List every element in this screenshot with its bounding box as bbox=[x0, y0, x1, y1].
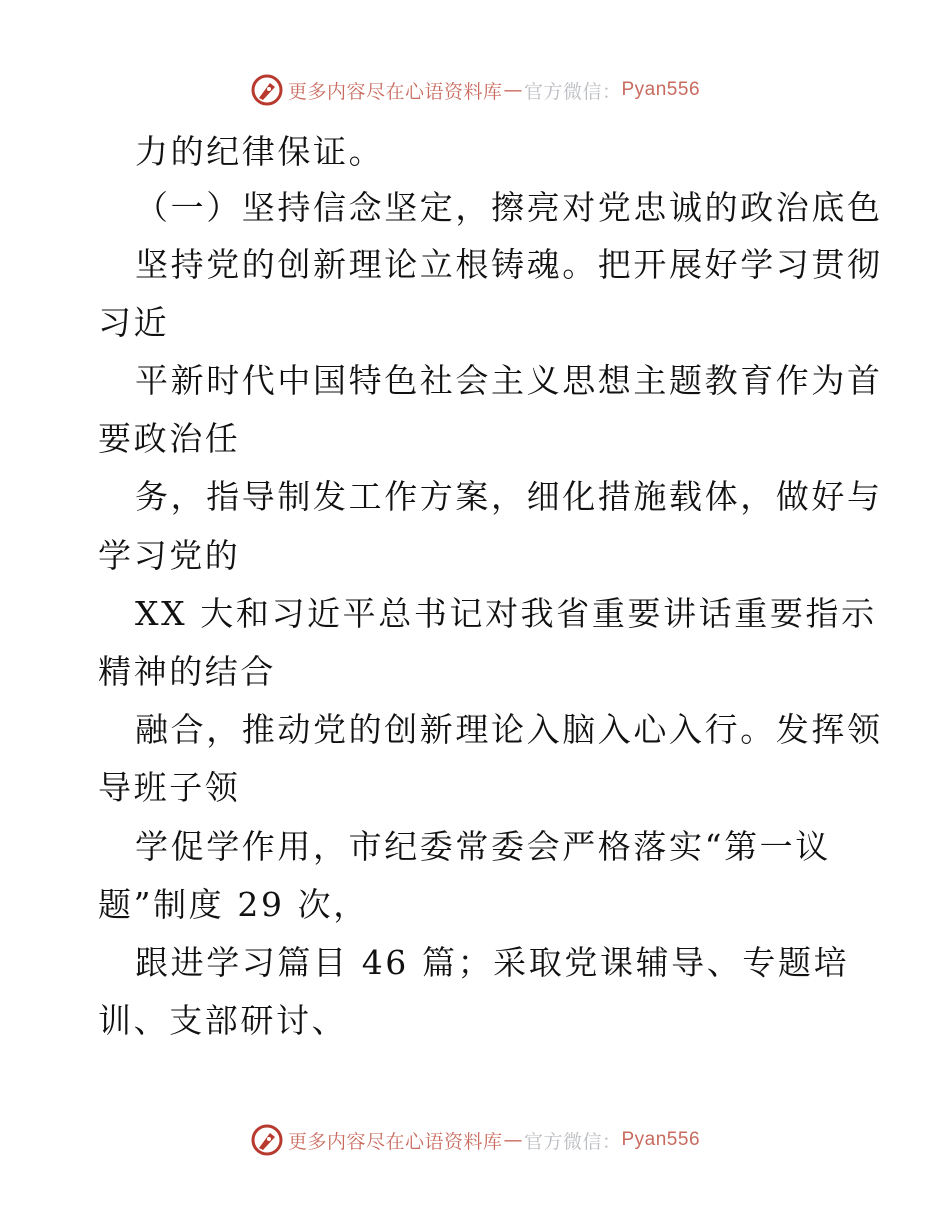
text-line: 要政治任 bbox=[98, 419, 241, 458]
watermark-site-text: 更多内容尽在心语资料库 bbox=[287, 80, 503, 103]
text-line: 坚持党的创新理论立根铸魂。把开展好学习贯彻 bbox=[135, 245, 883, 284]
text-line: XX 大和习近平总书记对我省重要讲话重要指示 bbox=[135, 594, 877, 633]
text-line: 导班子领 bbox=[98, 768, 241, 807]
watermark-wechat-id: Pyan556 bbox=[621, 79, 701, 100]
section-heading: （一）坚持信念坚定，擦亮对党忠诚的政治底色 bbox=[135, 188, 883, 227]
text-line: 学习党的 bbox=[98, 536, 241, 575]
pen-nib-logo-icon bbox=[250, 1123, 284, 1157]
text-line: 平新时代中国特色社会主义思想主题教育作为首 bbox=[135, 361, 883, 400]
text-line: 融合，推动党的创新理论入脑入心入行。发挥领 bbox=[135, 710, 883, 749]
text-line: 精神的结合 bbox=[98, 652, 276, 691]
text-line: 学促学作用，市纪委常委会严格落实“第一议 bbox=[135, 827, 831, 866]
watermark-separator: — bbox=[503, 79, 523, 101]
text-line: 力的纪律保证。 bbox=[135, 132, 385, 171]
text-line: 习近 bbox=[98, 303, 170, 342]
pen-nib-logo-icon bbox=[250, 73, 284, 107]
watermark-wechat-label: 官方微信： bbox=[523, 80, 622, 103]
watermark-wechat-id: Pyan556 bbox=[621, 1129, 701, 1150]
text-line: 务，指导制发工作方案，细化措施载体，做好与 bbox=[135, 477, 883, 516]
watermark-separator: — bbox=[503, 1129, 523, 1151]
header-watermark bbox=[0, 72, 950, 108]
watermark-site-text: 更多内容尽在心语资料库 bbox=[287, 1130, 503, 1153]
text-line: 训、支部研讨、 bbox=[98, 1001, 348, 1040]
text-line: 题”制度 29 次， bbox=[98, 885, 369, 924]
footer-watermark bbox=[0, 1122, 950, 1158]
text-line: 跟进学习篇目 46 篇；采取党课辅导、专题培 bbox=[135, 943, 850, 982]
watermark-wechat-label: 官方微信： bbox=[523, 1130, 622, 1153]
